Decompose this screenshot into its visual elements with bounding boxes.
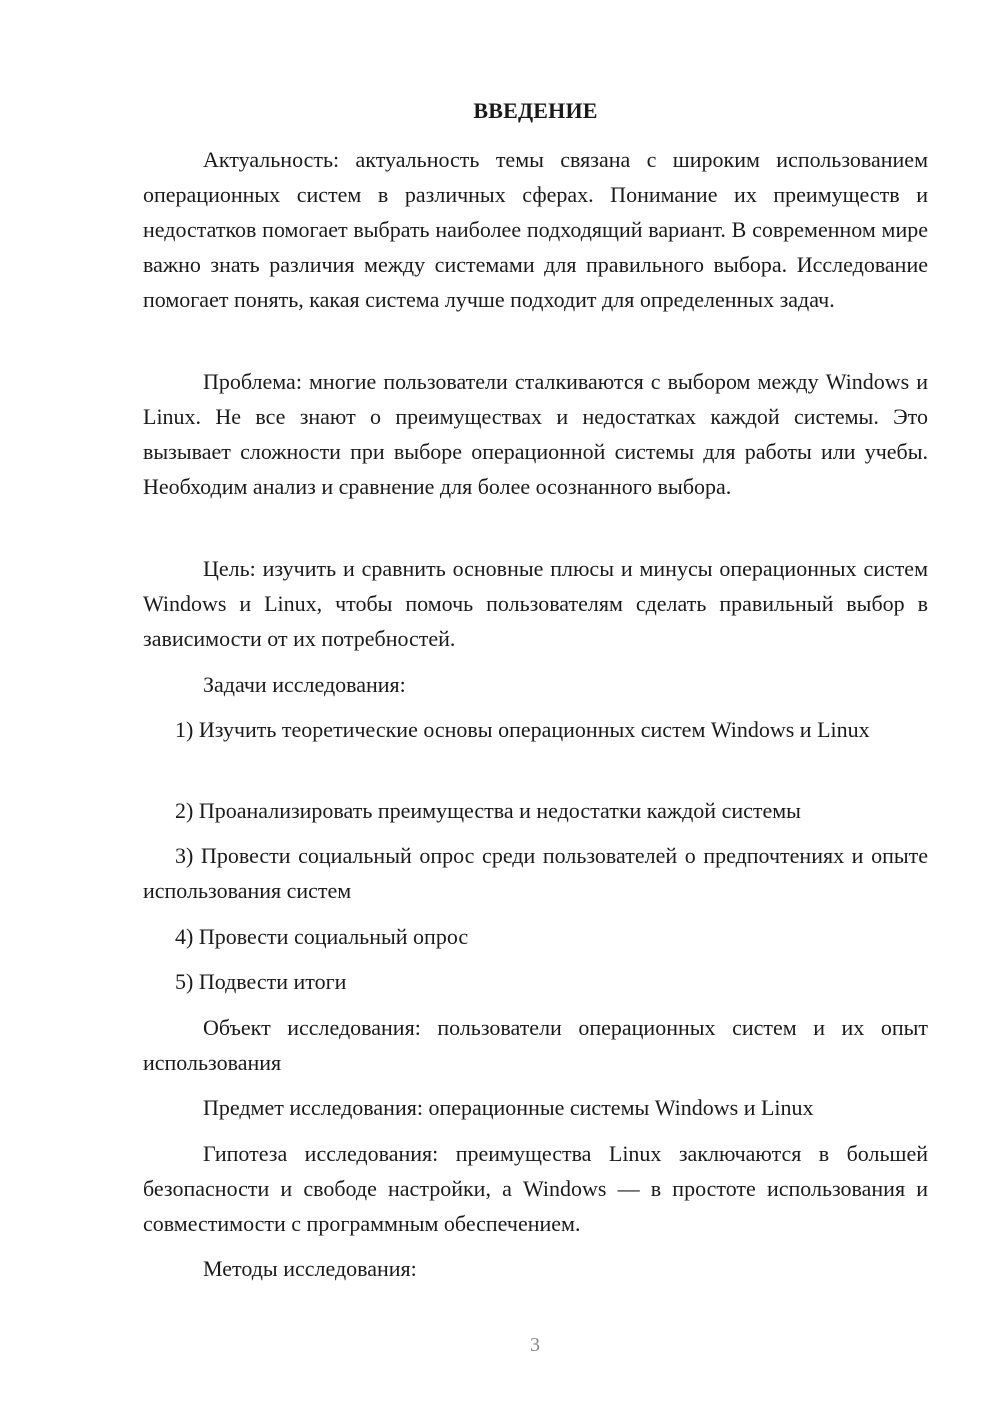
task-item-4: 4) Провести социальный опрос: [175, 924, 469, 949]
task-item-5: 5) Подвести итоги: [175, 969, 347, 994]
task-item-3: 3) Провести социальный опрос среди пользователей о предпочтениях и опыте использования систем: [143, 843, 928, 903]
paragraph-goal: Цель: изучить и сравнить основные плюсы и минусы операционных систем Windows и Linux, чтобы помочь пользователям сделать правильный выбор в зависимости от их потребностей.: [143, 556, 928, 651]
paragraph-actuality-block: [143, 142, 928, 317]
paragraph-subject: Предмет исследования: операционные системы Windows и Linux: [203, 1095, 814, 1120]
task-item-1-block: [143, 712, 928, 747]
paragraph-object: Объект исследования: пользователи операционных систем и их опыт использования: [143, 1015, 928, 1075]
tasks-title: Задачи исследования:: [203, 672, 406, 697]
paragraph-object-block: [143, 1010, 928, 1080]
task-item-4-block: [143, 919, 928, 954]
tasks-title-block: [143, 667, 928, 702]
methods-title-block: [143, 1251, 928, 1286]
paragraph-hypothesis-block: [143, 1136, 928, 1241]
methods-title: Методы исследования:: [203, 1256, 417, 1281]
task-item-3-block: [143, 838, 928, 908]
page-number: 3: [530, 1334, 540, 1356]
paragraph-subject-block: [143, 1090, 928, 1125]
section-heading: ВВЕДЕНИЕ: [473, 98, 598, 123]
paragraph-actuality: Актуальность: актуальность темы связана с широким использованием операционных систем в различных сферах. Понимание их преимуществ и недостатков помогает выбрать наиболее подходящий вариант. В современном мире важно знать различия между системами для правильного выбора. Исследование помогает понять, какая система лучше подходит для определенных задач.: [143, 147, 928, 312]
paragraph-problem-block: [143, 364, 928, 504]
task-item-2-block: [143, 793, 928, 828]
paragraph-goal-block: [143, 551, 928, 656]
task-item-2: 2) Проанализировать преимущества и недостатки каждой системы: [175, 798, 801, 823]
paragraph-hypothesis: Гипотеза исследования: преимущества Linux заключаются в большей безопасности и свободе настройки, а Windows — в простоте использования и совместимости с программным обеспечением.: [143, 1141, 928, 1236]
task-item-1: 1) Изучить теоретические основы операционных систем Windows и Linux: [175, 717, 870, 742]
paragraph-problem: Проблема: многие пользователи сталкиваются с выбором между Windows и Linux. Не все знают о преимуществах и недостатках каждой системы. Это вызывает сложности при выборе операционной системы для работы или учебы. Необходим анализ и сравнение для более осознанного выбора.: [143, 369, 928, 499]
task-item-5-block: [143, 964, 928, 999]
